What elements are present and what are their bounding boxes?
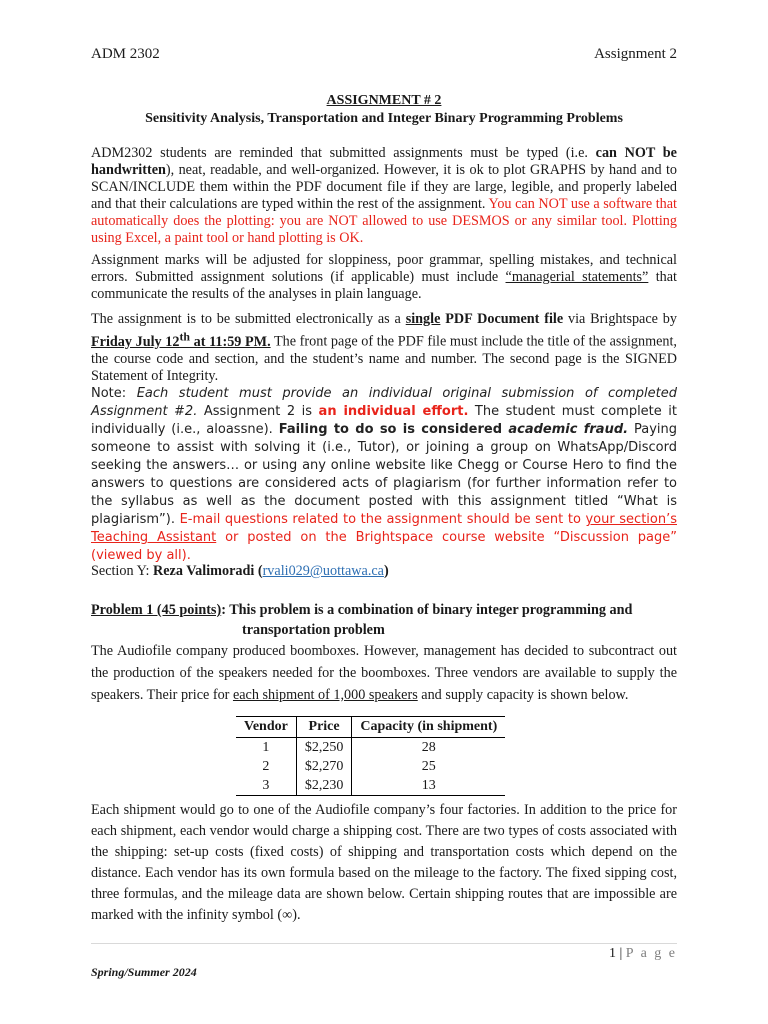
footer-term: Spring/Summer 2024 xyxy=(91,965,197,979)
text: Note: xyxy=(91,386,137,401)
paragraph-marks xyxy=(91,252,677,303)
text: The student must complete it individually (i.e., aloassne). xyxy=(91,404,677,437)
warning-text: E-mail questions related to the assignment should be sent to xyxy=(179,512,586,527)
cell-price: $2,270 xyxy=(296,757,352,776)
ta-link[interactable]: your section’s Teaching Assistant xyxy=(91,512,677,545)
section-label: Section Y: xyxy=(91,563,154,579)
paren: ( xyxy=(254,563,263,579)
cell-price: $2,250 xyxy=(296,738,352,758)
problem-title: : This problem is a combination of binary integer programming and xyxy=(221,602,633,618)
italic-text: Each student must provide an individual original submission of completed Assignment #2. xyxy=(91,386,677,419)
header-course: ADM 2302 xyxy=(91,46,160,62)
cell-capacity: 25 xyxy=(352,757,505,776)
problem-1-intro xyxy=(91,640,677,706)
warning-text: You can NOT use a software that automatically does the plotting: you are NOT allowed to use DESMOS or any similar tool. Plotting using Excel, a paint tool or hand plotting is OK. xyxy=(91,196,677,246)
cell-capacity: 28 xyxy=(352,738,505,758)
vendor-table xyxy=(236,716,505,796)
deadline-date xyxy=(91,329,271,350)
cell-vendor: 3 xyxy=(236,776,296,796)
col-header-vendor: Vendor xyxy=(236,717,296,738)
bold-text: single xyxy=(405,311,441,327)
col-header-capacity: Capacity (in shipment) xyxy=(352,717,505,738)
warning-text: or posted on the Brightspace course website “Discussion page” (viewed by all). xyxy=(91,530,677,563)
text: Assignment marks will be adjusted for sloppiness, poor grammar, spelling mistakes, and technical errors. Submitted assignment solutions (if applicable) must include xyxy=(91,252,677,285)
paragraph-submission-rules xyxy=(91,145,677,247)
cell-capacity: 13 xyxy=(352,776,505,796)
text: via Brightspace by xyxy=(563,311,677,327)
page-number-value: 1 xyxy=(608,946,616,961)
cell-vendor: 1 xyxy=(262,739,270,755)
underlined-text: “managerial statements” xyxy=(505,269,649,285)
text: that communicate the results of the analyses in plain language. xyxy=(91,269,677,302)
text: and supply capacity is shown below. xyxy=(417,687,629,703)
paragraph-deadline xyxy=(91,311,677,385)
text: The assignment is to be submitted electronically as a xyxy=(91,311,406,327)
superscript: th xyxy=(179,329,190,343)
title-line-1: ASSIGNMENT # 2 xyxy=(326,93,442,108)
problem-1-shipping-text: Each shipment would go to one of the Audiofile company’s four factories. In addition to the price for each shipment, each vendor would charge a shipping cost. There are two types of costs associated with the shipping: set-up costs (fixed costs) of shipping and transportation costs which depend on the distance. Each vendor has its own formula based on the mileage to the factory. The fixed sipping cost, three formulas, and the mileage data are shown below. Certain shipping routes that are impossible are marked with the infinity symbol (∞). xyxy=(91,802,677,923)
table-row xyxy=(236,757,505,776)
text: Paying someone to assist with solving it (i.e., Tutor), or joining a group on WhatsApp/Discord seeking the answers… or using any online website like Chegg or Course Hero to find the answers to questions are considered acts of plagiarism (for further information refer to the syllabus as well as the document posted with this assignment titled “What is plagiarism”). xyxy=(91,422,678,527)
warning-text: an individual effort. xyxy=(318,404,469,419)
bold-italic-text: academic fraud. xyxy=(508,422,629,437)
page-number xyxy=(609,946,677,962)
paren: ) xyxy=(383,563,389,579)
footer-divider xyxy=(91,943,677,944)
section-contact xyxy=(91,563,389,580)
problem-title-line-2: transportation problem xyxy=(242,622,385,638)
date-text: Friday July 12 xyxy=(91,333,180,350)
document-title xyxy=(0,92,768,128)
bold-text: can NOT be handwritten xyxy=(91,145,677,178)
note-paragraph xyxy=(91,385,677,565)
problem-1-heading xyxy=(91,600,677,640)
header-assignment: Assignment 2 xyxy=(594,46,677,62)
title-line-2: Sensitivity Analysis, Transportation and Integer Binary Programming Problems xyxy=(145,111,623,126)
bold-text: Failing to do so is considered xyxy=(278,422,509,437)
page-word: P a g e xyxy=(625,946,677,961)
email-link[interactable]: rvali029@uottawa.ca xyxy=(262,563,384,579)
table-row xyxy=(236,776,505,796)
text: The Audiofile company produced boomboxes. However, management has decided to subcontract out the production of the speakers needed for the boomboxes. Three vendors are available to supply the speakers. Their price for xyxy=(91,643,677,703)
col-header-price: Price xyxy=(296,717,352,738)
page-separator: | xyxy=(615,946,626,961)
underlined-text: each shipment of 1,000 speakers xyxy=(232,687,418,703)
cell-price: $2,230 xyxy=(296,776,352,796)
time-text: at 11:59 PM. xyxy=(189,333,271,350)
text: Assignment 2 is xyxy=(197,404,319,419)
text: ADM2302 students are reminded that submitted assignments must be typed (i.e. xyxy=(91,145,596,161)
instructor-name: Reza Valimoradi xyxy=(153,563,255,579)
table-row xyxy=(236,738,505,758)
text: ), neat, readable, and well-organized. However, it is ok to plot GRAPHS by hand and to SCAN/INCLUDE them within the PDF document file if they are large, legible, and properly labeled and that their calculations are typed within the rest of the assignment. xyxy=(91,162,677,212)
bold-text: PDF Document file xyxy=(440,311,564,327)
text: The front page of the PDF file must include the title of the assignment, the course code and section, and the student’s name and number. The second page is the SIGNED Statement of Integrity. xyxy=(91,333,677,384)
cell-vendor: 2 xyxy=(262,758,270,774)
problem-label: Problem 1 (45 points) xyxy=(91,602,222,618)
